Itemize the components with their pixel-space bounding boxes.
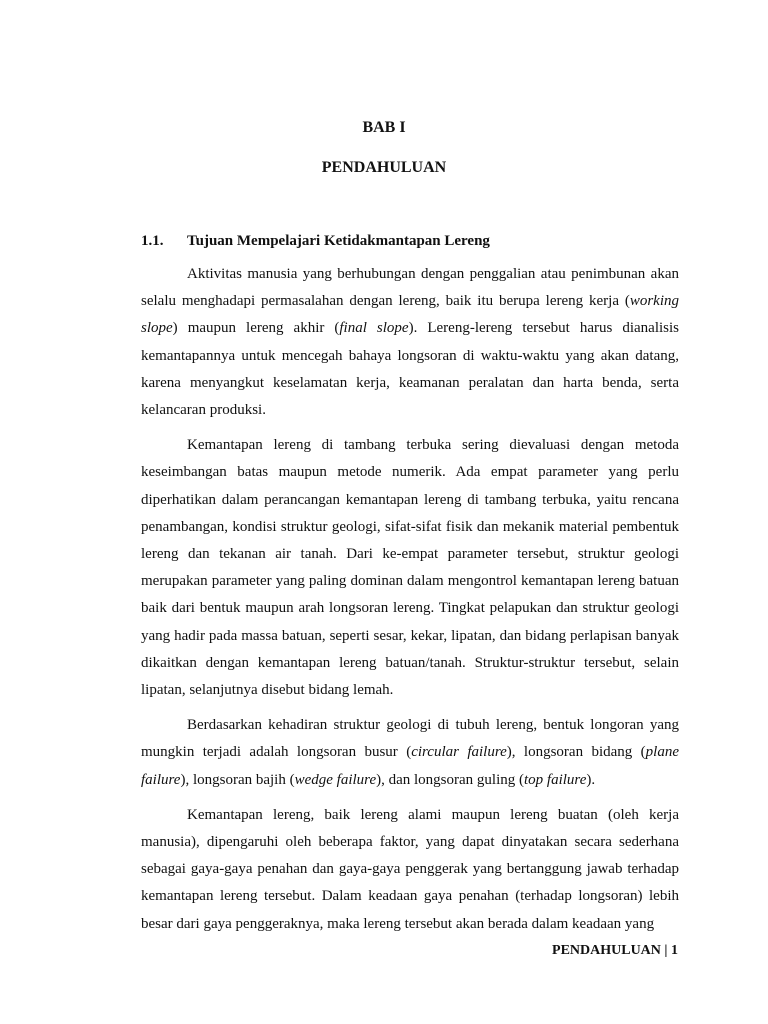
paragraph-1-text-e: ). Lereng-lereng tersebut harus dianalisis kemantapannya untuk mencegah bahaya longsoran di waktu-waktu yang akan datang, karena menyangkut keselamatan kerja, keamanan peralatan dan harta benda, serta kelancaran produksi. [141, 320, 680, 419]
paragraph-3-italic-wedge-failure: wedge failure [294, 771, 377, 788]
paragraph-3-text-a: Berdasarkan kehadiran struktur geologi di tubuh lereng, bentuk longoran yang mungkin terjadi adalah longsoran busur ( [141, 717, 679, 761]
paragraph-3-text-e: ), longsoran bajih ( [180, 771, 295, 788]
section-heading [141, 231, 681, 251]
paragraph-3-italic-top-failure: top failure [524, 771, 587, 788]
paragraph-1 [141, 261, 679, 424]
paragraph-3-italic-circular-failure: circular failure [411, 744, 507, 761]
page-footer: PENDAHULUAN | 1 [552, 943, 678, 958]
section-title: Tujuan Mempelajari Ketidakmantapan Lereng [187, 233, 490, 249]
paragraph-3-text-i: ). [586, 771, 596, 788]
paragraph-2: Kemantapan lereng di tambang terbuka sering dievaluasi dengan metoda keseimbangan batas maupun metode numerik. Ada empat parameter yang perlu diperhatikan dalam perancangan kemantapan lereng di tambang terbuka, yaitu rencana penambangan, kondisi struktur geologi, sifat-sifat fisik dan mekanik material pembentuk lereng dan tekanan air tanah. Dari ke-empat parameter tersebut, struktur geologi merupakan parameter yang paling dominan dalam mengontrol kemantapan lereng batuan baik dari bentuk maupun arah longsoran lereng. Tingkat pelapukan dan struktur geologi yang hadir pada massa batuan, seperti sesar, kekar, lipatan, dan bidang perlapisan banyak dikaitkan dengan kemantapan lereng batuan/tanah. Struktur-struktur tersebut, selain lipatan, selanjutnya disebut bidang lemah. [141, 437, 679, 699]
paragraph-3-italic-plane-failure: plane failure [141, 744, 679, 788]
chapter-label: BAB I [362, 119, 406, 136]
paragraph-1-text-a: Aktivitas manusia yang berhubungan dengan penggalian atau penimbunan akan selalu menghadapi permasalahan dengan lereng, baik itu berupa lereng kerja ( [141, 266, 679, 310]
paragraph-3 [141, 712, 679, 794]
paragraph-1-text-c: ) maupun lereng akhir ( [172, 320, 340, 337]
section-number: 1.1. [141, 233, 164, 249]
paragraph-3-text-c: ), longsoran bidang ( [506, 744, 646, 761]
chapter-title: PENDAHULUAN [321, 159, 447, 176]
paragraph-1-italic-working-slope: working slope [141, 293, 679, 337]
paragraph-1-italic-final-slope: final slope [339, 320, 409, 337]
body-text [141, 261, 679, 938]
paragraph-4: Kemantapan lereng, baik lereng alami maupun lereng buatan (oleh kerja manusia), dipengaruhi oleh beberapa faktor, yang dapat dinyatakan secara sederhana sebagai gaya-gaya penahan dan gaya-gaya penggerak yang bertanggung jawab terhadap kemantapan lereng tersebut. Dalam keadaan gaya penahan (terhadap longsoran) lebih besar dari gaya penggeraknya, maka lereng tersebut akan berada dalam keadaan yang [141, 806, 679, 932]
paragraph-3-text-g: ), dan longsoran guling ( [376, 771, 524, 788]
